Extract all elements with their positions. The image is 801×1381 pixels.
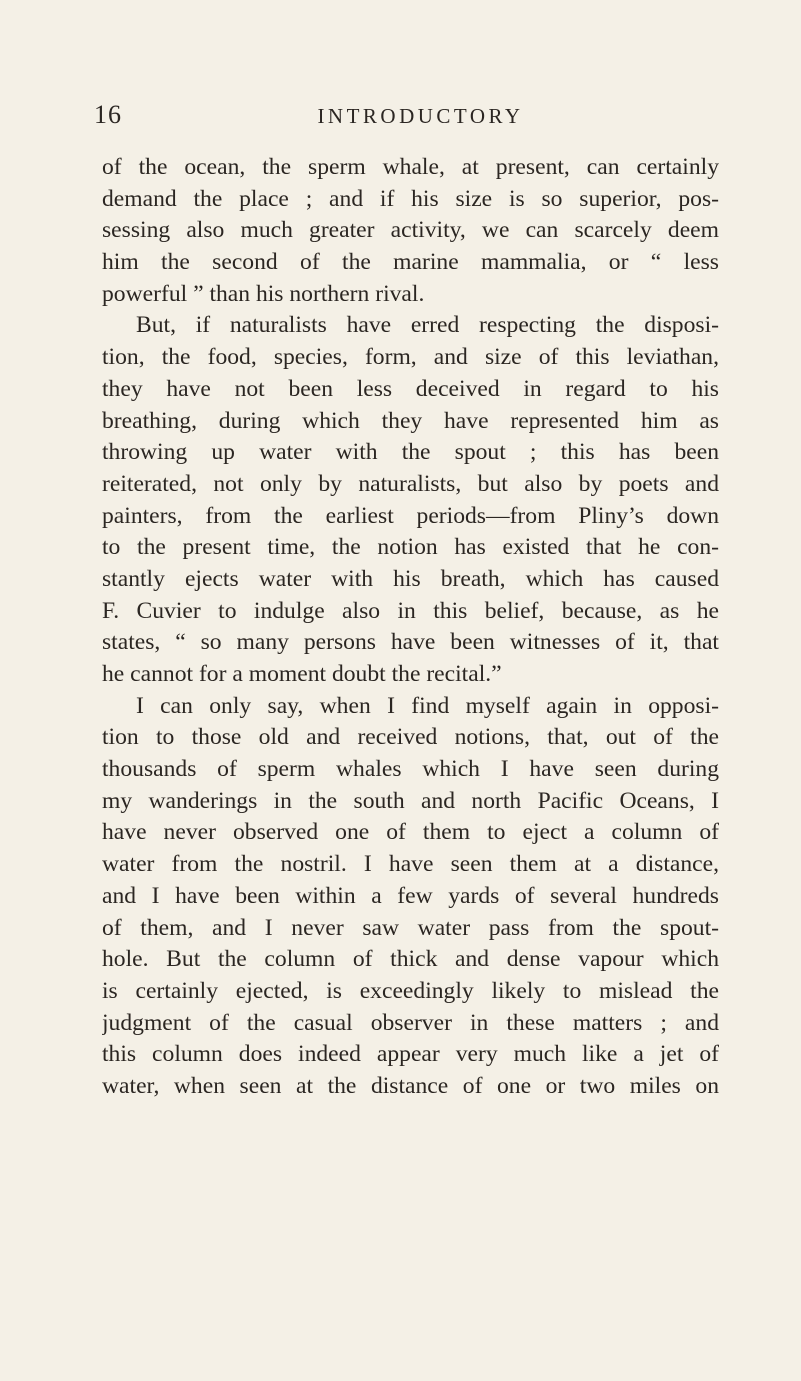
text-line: to the present time, the notion has existed that he con- (102, 534, 719, 561)
text-line: water, when seen at the distance of one or two miles on (102, 1072, 719, 1099)
text-line: But, if naturalists have erred respecting the disposi- (136, 312, 719, 339)
text-line: judgment of the casual observer in these matters ; and (102, 1009, 719, 1036)
text-line: states, “ so many persons have been witnesses of it, that (102, 629, 719, 656)
text-line: thousands of sperm whales which I have seen during (102, 756, 719, 783)
text-line: of them, and I never saw water pass from the spout- (102, 914, 719, 941)
text-line: this column does indeed appear very much like a jet of (102, 1041, 719, 1068)
text-line: have never observed one of them to eject a column of (102, 819, 719, 846)
text-line: him the second of the marine mammalia, or “ less (102, 249, 719, 276)
text-line: tion to those old and received notions, that, out of the (102, 724, 719, 751)
text-line: and I have been within a few yards of several hundreds (102, 882, 719, 909)
text-line: F. Cuvier to indulge also in this belief, because, as he (102, 597, 719, 624)
text-line: powerful ” than his northern rival. (102, 280, 425, 307)
text-line: I can only say, when I find myself again in opposi- (136, 692, 719, 719)
text-line: hole. But the column of thick and dense vapour which (102, 946, 719, 973)
text-line: they have not been less deceived in regard to his (102, 375, 719, 402)
text-line: sessing also much greater activity, we can scarcely deem (102, 217, 719, 244)
text-line: stantly ejects water with his breath, which has caused (102, 565, 719, 592)
text-line: is certainly ejected, is exceedingly likely to mislead the (102, 977, 719, 1004)
text-line: water from the nostril. I have seen them at a distance, (102, 851, 719, 878)
page-number: 16 (94, 100, 122, 129)
text-line: tion, the food, species, form, and size of this leviathan, (102, 344, 719, 371)
text-line: throwing up water with the spout ; this has been (102, 439, 719, 466)
text-line: of the ocean, the sperm whale, at present, can certainly (102, 154, 719, 180)
text-line: reiterated, not only by naturalists, but also by poets and (102, 470, 719, 497)
text-line: my wanderings in the south and north Pacific Oceans, I (102, 787, 719, 814)
body-text (102, 152, 719, 1103)
running-head: INTRODUCTORY (317, 104, 524, 128)
text-line: breathing, during which they have represented him as (102, 407, 719, 434)
text-line: he cannot for a moment doubt the recital.” (102, 661, 502, 687)
text-line: painters, from the earliest periods—from Pliny’s down (102, 502, 719, 529)
text-line: demand the place ; and if his size is so superior, pos- (102, 185, 719, 212)
